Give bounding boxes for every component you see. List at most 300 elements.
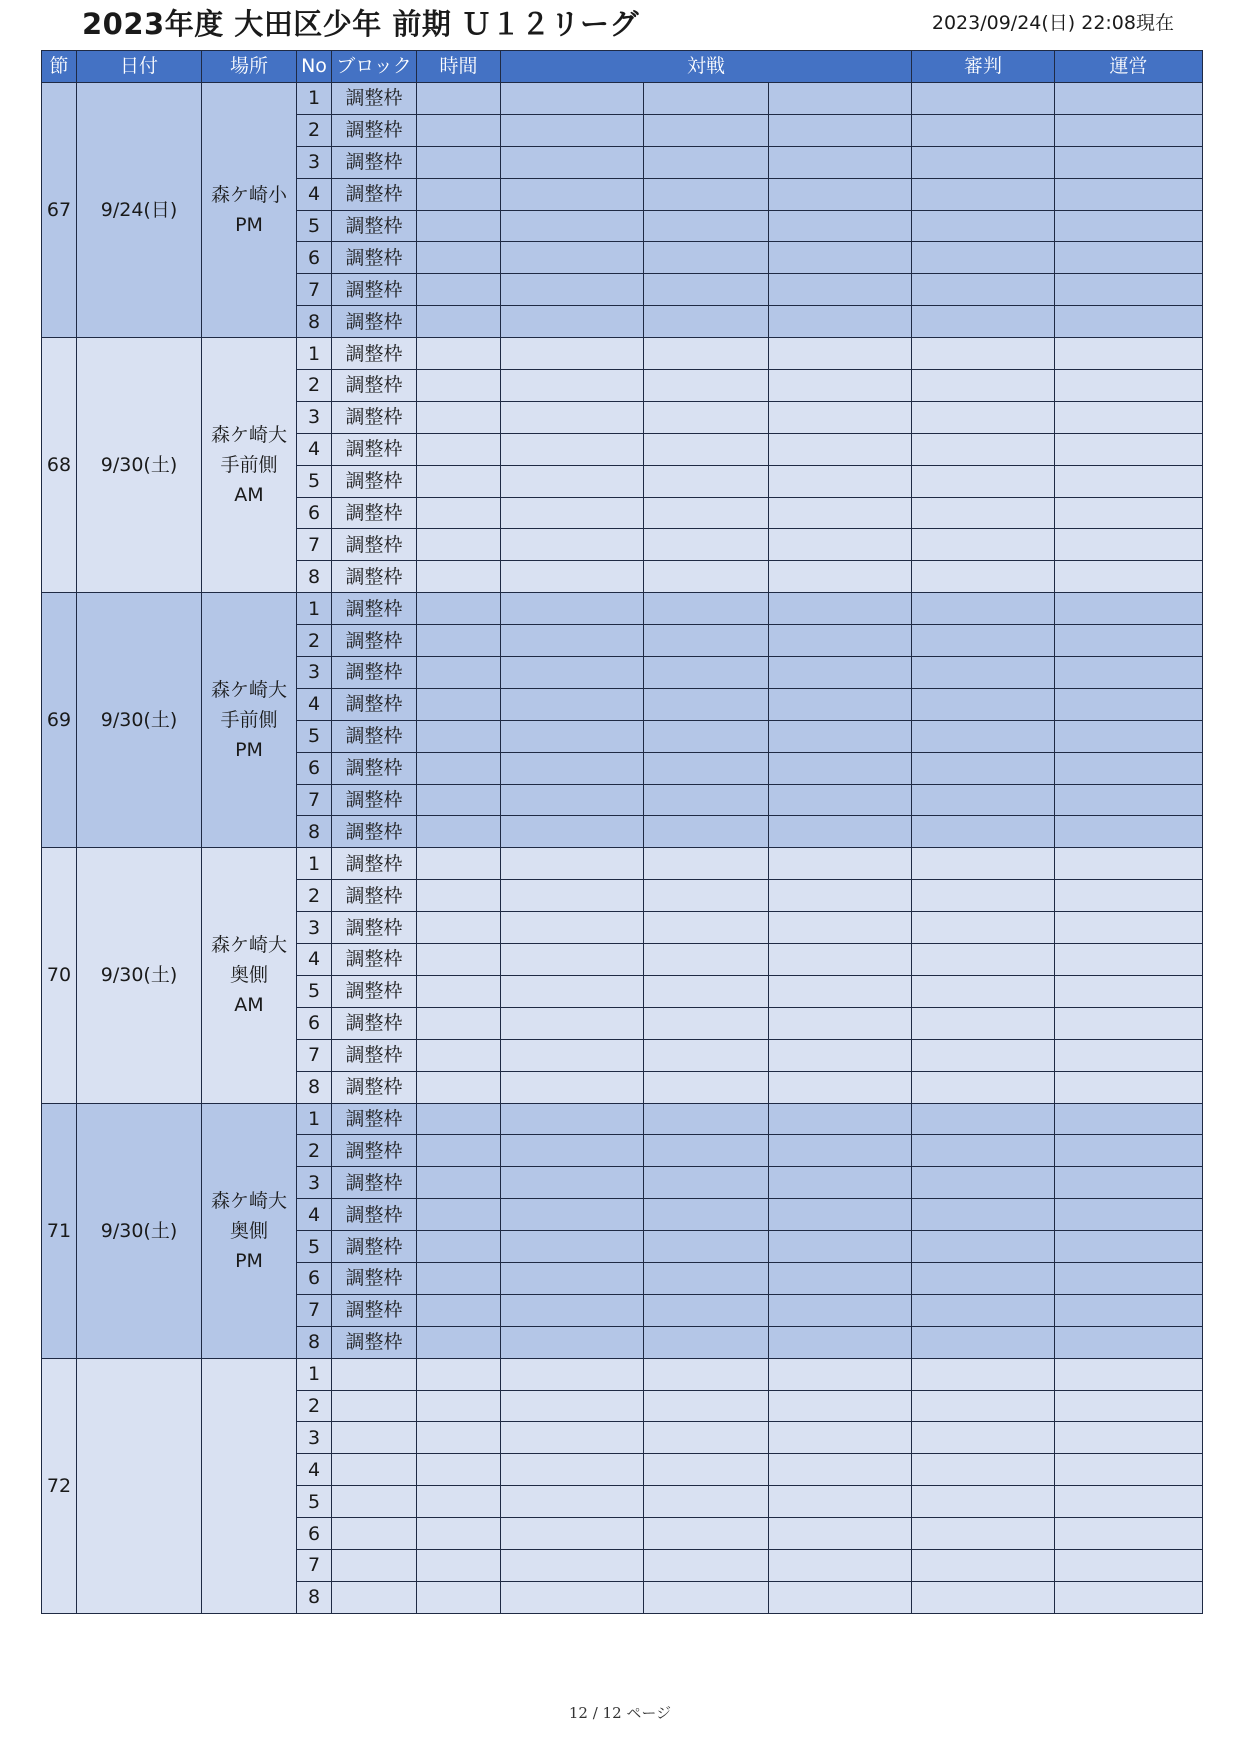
- block-cell: 調整枠: [332, 465, 417, 497]
- match-cell: [501, 720, 644, 752]
- referee-cell: [912, 816, 1055, 848]
- block-cell: 調整枠: [332, 1326, 417, 1358]
- block-cell: 調整枠: [332, 83, 417, 115]
- referee-cell: [912, 625, 1055, 657]
- referee-cell: [1055, 1071, 1203, 1103]
- time-cell: [417, 912, 501, 944]
- referee-cell: [1055, 625, 1203, 657]
- match-cell: [644, 465, 769, 497]
- match-cell: [769, 816, 912, 848]
- match-cell: [769, 848, 912, 880]
- match-cell: [501, 83, 644, 115]
- referee-cell: [912, 1422, 1055, 1454]
- match-cell: [501, 1007, 644, 1039]
- time-cell: [417, 625, 501, 657]
- referee-cell: [912, 880, 1055, 912]
- referee-cell: [1055, 720, 1203, 752]
- referee-cell: [912, 497, 1055, 529]
- match-cell: [644, 146, 769, 178]
- match-cell: [769, 688, 912, 720]
- referee-cell: [912, 944, 1055, 976]
- match-cell: [644, 1199, 769, 1231]
- match-cell: [644, 1581, 769, 1613]
- venue-line: 手前側: [220, 454, 278, 477]
- match-cell: [644, 880, 769, 912]
- referee-cell: [912, 975, 1055, 1007]
- col-header-operation: 運営: [1055, 51, 1203, 83]
- referee-cell: [1055, 338, 1203, 370]
- match-cell: [644, 1071, 769, 1103]
- time-cell: [417, 210, 501, 242]
- referee-cell: [912, 114, 1055, 146]
- match-cell: [501, 529, 644, 561]
- match-cell: [644, 1454, 769, 1486]
- match-cell: [644, 1167, 769, 1199]
- venue-line: 奥側: [229, 1219, 268, 1242]
- referee-cell: [1055, 657, 1203, 689]
- referee-cell: [1055, 146, 1203, 178]
- match-cell: [769, 1326, 912, 1358]
- referee-cell: [912, 1390, 1055, 1422]
- match-cell: [644, 561, 769, 593]
- match-cell: [501, 338, 644, 370]
- setsu-cell: 67: [42, 83, 77, 338]
- match-cell: [501, 497, 644, 529]
- referee-cell: [912, 1549, 1055, 1581]
- match-cell: [769, 975, 912, 1007]
- no-cell: 3: [297, 657, 332, 689]
- match-cell: [644, 83, 769, 115]
- referee-cell: [912, 1071, 1055, 1103]
- no-cell: 1: [297, 338, 332, 370]
- match-cell: [501, 1518, 644, 1550]
- setsu-cell: 71: [42, 1103, 77, 1358]
- match-cell: [501, 593, 644, 625]
- referee-cell: [1055, 848, 1203, 880]
- match-cell: [769, 529, 912, 561]
- no-cell: 2: [297, 625, 332, 657]
- match-cell: [501, 1454, 644, 1486]
- block-cell: [332, 1486, 417, 1518]
- match-cell: [501, 944, 644, 976]
- time-cell: [417, 816, 501, 848]
- no-cell: 8: [297, 1071, 332, 1103]
- referee-cell: [912, 529, 1055, 561]
- referee-cell: [1055, 114, 1203, 146]
- match-cell: [769, 497, 912, 529]
- time-cell: [417, 529, 501, 561]
- col-header-no: No: [297, 51, 332, 83]
- time-cell: [417, 1231, 501, 1263]
- no-cell: 7: [297, 1294, 332, 1326]
- no-cell: 4: [297, 1199, 332, 1231]
- match-cell: [769, 1231, 912, 1263]
- referee-cell: [1055, 1518, 1203, 1550]
- match-cell: [644, 1262, 769, 1294]
- match-cell: [501, 1135, 644, 1167]
- no-cell: 5: [297, 465, 332, 497]
- no-cell: 1: [297, 593, 332, 625]
- time-cell: [417, 1486, 501, 1518]
- match-cell: [501, 657, 644, 689]
- no-cell: 3: [297, 1422, 332, 1454]
- match-cell: [769, 1294, 912, 1326]
- venue-cell: [202, 593, 297, 848]
- block-cell: 調整枠: [332, 688, 417, 720]
- no-cell: 2: [297, 370, 332, 402]
- no-cell: 5: [297, 210, 332, 242]
- referee-cell: [912, 210, 1055, 242]
- referee-cell: [1055, 816, 1203, 848]
- referee-cell: [1055, 529, 1203, 561]
- match-cell: [769, 1422, 912, 1454]
- table-row: [42, 83, 1203, 115]
- match-cell: [644, 1358, 769, 1390]
- referee-cell: [1055, 1262, 1203, 1294]
- match-cell: [644, 433, 769, 465]
- referee-cell: [1055, 1390, 1203, 1422]
- match-cell: [769, 752, 912, 784]
- block-cell: 調整枠: [332, 944, 417, 976]
- time-cell: [417, 465, 501, 497]
- block-cell: 調整枠: [332, 1167, 417, 1199]
- no-cell: 6: [297, 752, 332, 784]
- match-cell: [644, 1135, 769, 1167]
- match-cell: [769, 1167, 912, 1199]
- match-cell: [501, 1199, 644, 1231]
- no-cell: 2: [297, 880, 332, 912]
- referee-cell: [912, 370, 1055, 402]
- venue-line: AM: [234, 994, 264, 1017]
- referee-cell: [912, 720, 1055, 752]
- no-cell: 4: [297, 944, 332, 976]
- match-cell: [644, 529, 769, 561]
- referee-cell: [1055, 497, 1203, 529]
- block-cell: 調整枠: [332, 975, 417, 1007]
- date-cell: 9/30(土): [77, 338, 202, 593]
- match-cell: [501, 465, 644, 497]
- time-cell: [417, 880, 501, 912]
- block-cell: 調整枠: [332, 1071, 417, 1103]
- no-cell: 7: [297, 1549, 332, 1581]
- referee-cell: [912, 1454, 1055, 1486]
- block-cell: 調整枠: [332, 1231, 417, 1263]
- no-cell: 4: [297, 433, 332, 465]
- match-cell: [769, 401, 912, 433]
- match-cell: [644, 944, 769, 976]
- match-cell: [501, 1231, 644, 1263]
- match-cell: [769, 944, 912, 976]
- block-cell: 調整枠: [332, 720, 417, 752]
- no-cell: 7: [297, 274, 332, 306]
- venue-line: PM: [235, 1249, 263, 1272]
- block-cell: 調整枠: [332, 880, 417, 912]
- referee-cell: [1055, 944, 1203, 976]
- time-cell: [417, 306, 501, 338]
- match-cell: [769, 465, 912, 497]
- match-cell: [644, 401, 769, 433]
- table-row: [42, 593, 1203, 625]
- match-cell: [501, 146, 644, 178]
- referee-cell: [1055, 593, 1203, 625]
- venue-cell: [202, 1103, 297, 1358]
- block-cell: 調整枠: [332, 561, 417, 593]
- no-cell: 4: [297, 1454, 332, 1486]
- match-cell: [644, 114, 769, 146]
- referee-cell: [912, 1167, 1055, 1199]
- time-cell: [417, 1294, 501, 1326]
- match-cell: [501, 975, 644, 1007]
- referee-cell: [912, 1518, 1055, 1550]
- match-cell: [644, 752, 769, 784]
- match-cell: [644, 1518, 769, 1550]
- venue-line: 手前側: [220, 709, 278, 732]
- referee-cell: [912, 688, 1055, 720]
- match-cell: [769, 1486, 912, 1518]
- referee-cell: [1055, 1294, 1203, 1326]
- referee-cell: [912, 146, 1055, 178]
- no-cell: 6: [297, 497, 332, 529]
- match-cell: [769, 1135, 912, 1167]
- referee-cell: [1055, 688, 1203, 720]
- time-cell: [417, 1422, 501, 1454]
- block-cell: 調整枠: [332, 1135, 417, 1167]
- venue-line: 森ケ崎大: [210, 934, 287, 957]
- match-cell: [644, 784, 769, 816]
- venue-cell: [202, 83, 297, 338]
- no-cell: 1: [297, 83, 332, 115]
- time-cell: [417, 1518, 501, 1550]
- referee-cell: [912, 83, 1055, 115]
- no-cell: 7: [297, 1039, 332, 1071]
- match-cell: [644, 242, 769, 274]
- match-cell: [644, 497, 769, 529]
- block-cell: [332, 1390, 417, 1422]
- referee-cell: [912, 338, 1055, 370]
- referee-cell: [912, 912, 1055, 944]
- referee-cell: [1055, 1007, 1203, 1039]
- match-cell: [501, 210, 644, 242]
- col-header-time: 時間: [417, 51, 501, 83]
- match-cell: [769, 625, 912, 657]
- match-cell: [769, 274, 912, 306]
- referee-cell: [1055, 1581, 1203, 1613]
- block-cell: 調整枠: [332, 1199, 417, 1231]
- time-cell: [417, 1167, 501, 1199]
- match-cell: [644, 1549, 769, 1581]
- match-cell: [644, 1007, 769, 1039]
- referee-cell: [912, 242, 1055, 274]
- match-cell: [769, 338, 912, 370]
- referee-cell: [912, 1262, 1055, 1294]
- venue-cell: [202, 848, 297, 1103]
- match-cell: [501, 306, 644, 338]
- referee-cell: [1055, 784, 1203, 816]
- match-cell: [501, 1549, 644, 1581]
- table-row: [42, 1103, 1203, 1135]
- referee-cell: [912, 752, 1055, 784]
- no-cell: 2: [297, 1390, 332, 1422]
- referee-cell: [1055, 975, 1203, 1007]
- time-cell: [417, 1071, 501, 1103]
- match-cell: [769, 880, 912, 912]
- match-cell: [644, 1326, 769, 1358]
- block-cell: 調整枠: [332, 242, 417, 274]
- block-cell: 調整枠: [332, 912, 417, 944]
- referee-cell: [1055, 1549, 1203, 1581]
- match-cell: [644, 370, 769, 402]
- match-cell: [644, 975, 769, 1007]
- match-cell: [501, 178, 644, 210]
- referee-cell: [912, 274, 1055, 306]
- match-cell: [769, 178, 912, 210]
- referee-cell: [1055, 1039, 1203, 1071]
- referee-cell: [912, 1581, 1055, 1613]
- match-cell: [769, 1103, 912, 1135]
- match-cell: [769, 1581, 912, 1613]
- match-cell: [644, 1486, 769, 1518]
- match-cell: [501, 784, 644, 816]
- match-cell: [501, 1294, 644, 1326]
- referee-cell: [1055, 1358, 1203, 1390]
- referee-cell: [912, 1103, 1055, 1135]
- date-cell: 9/30(土): [77, 1103, 202, 1358]
- referee-cell: [912, 1486, 1055, 1518]
- time-cell: [417, 1007, 501, 1039]
- time-cell: [417, 178, 501, 210]
- block-cell: 調整枠: [332, 401, 417, 433]
- time-cell: [417, 1326, 501, 1358]
- match-cell: [769, 1007, 912, 1039]
- referee-cell: [1055, 1103, 1203, 1135]
- col-header-block: ブロック: [332, 51, 417, 83]
- referee-cell: [912, 465, 1055, 497]
- no-cell: 6: [297, 1518, 332, 1550]
- time-cell: [417, 1358, 501, 1390]
- referee-cell: [1055, 433, 1203, 465]
- match-cell: [644, 1103, 769, 1135]
- referee-cell: [912, 593, 1055, 625]
- match-cell: [769, 720, 912, 752]
- match-cell: [501, 625, 644, 657]
- no-cell: 4: [297, 688, 332, 720]
- block-cell: 調整枠: [332, 848, 417, 880]
- time-cell: [417, 1454, 501, 1486]
- match-cell: [644, 848, 769, 880]
- match-cell: [769, 114, 912, 146]
- block-cell: [332, 1581, 417, 1613]
- match-cell: [501, 1358, 644, 1390]
- match-cell: [644, 210, 769, 242]
- referee-cell: [1055, 880, 1203, 912]
- referee-cell: [912, 1358, 1055, 1390]
- block-cell: 調整枠: [332, 1103, 417, 1135]
- block-cell: 調整枠: [332, 114, 417, 146]
- time-cell: [417, 114, 501, 146]
- time-cell: [417, 1199, 501, 1231]
- time-cell: [417, 784, 501, 816]
- time-cell: [417, 1390, 501, 1422]
- block-cell: [332, 1358, 417, 1390]
- time-cell: [417, 83, 501, 115]
- match-cell: [644, 1422, 769, 1454]
- referee-cell: [1055, 1231, 1203, 1263]
- referee-cell: [1055, 1135, 1203, 1167]
- match-cell: [501, 1581, 644, 1613]
- time-cell: [417, 720, 501, 752]
- col-header-setsu: 節: [42, 51, 77, 83]
- no-cell: 8: [297, 1326, 332, 1358]
- block-cell: 調整枠: [332, 784, 417, 816]
- block-cell: 調整枠: [332, 529, 417, 561]
- block-cell: [332, 1518, 417, 1550]
- block-cell: 調整枠: [332, 146, 417, 178]
- match-cell: [501, 848, 644, 880]
- match-cell: [769, 146, 912, 178]
- no-cell: 5: [297, 1231, 332, 1263]
- time-cell: [417, 657, 501, 689]
- match-cell: [769, 306, 912, 338]
- block-cell: 調整枠: [332, 1262, 417, 1294]
- time-cell: [417, 1262, 501, 1294]
- time-cell: [417, 242, 501, 274]
- no-cell: 7: [297, 784, 332, 816]
- time-cell: [417, 1135, 501, 1167]
- match-cell: [501, 912, 644, 944]
- match-cell: [769, 242, 912, 274]
- referee-cell: [1055, 274, 1203, 306]
- match-cell: [501, 1262, 644, 1294]
- setsu-cell: 72: [42, 1358, 77, 1613]
- page-number: 12 / 12 ページ: [568, 1704, 672, 1722]
- referee-cell: [1055, 465, 1203, 497]
- referee-cell: [912, 1326, 1055, 1358]
- referee-cell: [1055, 210, 1203, 242]
- time-cell: [417, 944, 501, 976]
- referee-cell: [912, 561, 1055, 593]
- time-cell: [417, 497, 501, 529]
- referee-cell: [1055, 178, 1203, 210]
- date-cell: 9/30(土): [77, 848, 202, 1103]
- referee-cell: [912, 401, 1055, 433]
- referee-cell: [912, 306, 1055, 338]
- match-cell: [769, 210, 912, 242]
- match-cell: [769, 657, 912, 689]
- match-cell: [644, 306, 769, 338]
- match-cell: [501, 816, 644, 848]
- venue-line: 森ケ崎小: [210, 184, 287, 207]
- block-cell: 調整枠: [332, 1007, 417, 1039]
- match-cell: [644, 688, 769, 720]
- referee-cell: [1055, 242, 1203, 274]
- no-cell: 6: [297, 1262, 332, 1294]
- no-cell: 8: [297, 306, 332, 338]
- match-cell: [769, 1518, 912, 1550]
- block-cell: 調整枠: [332, 593, 417, 625]
- match-cell: [644, 1294, 769, 1326]
- match-cell: [769, 561, 912, 593]
- col-header-referee: 審判: [912, 51, 1055, 83]
- no-cell: 8: [297, 561, 332, 593]
- match-cell: [644, 1390, 769, 1422]
- block-cell: 調整枠: [332, 338, 417, 370]
- match-cell: [501, 433, 644, 465]
- match-cell: [644, 274, 769, 306]
- venue-line: PM: [235, 739, 263, 762]
- block-cell: 調整枠: [332, 306, 417, 338]
- venue-line: PM: [235, 214, 263, 237]
- table-row: [42, 848, 1203, 880]
